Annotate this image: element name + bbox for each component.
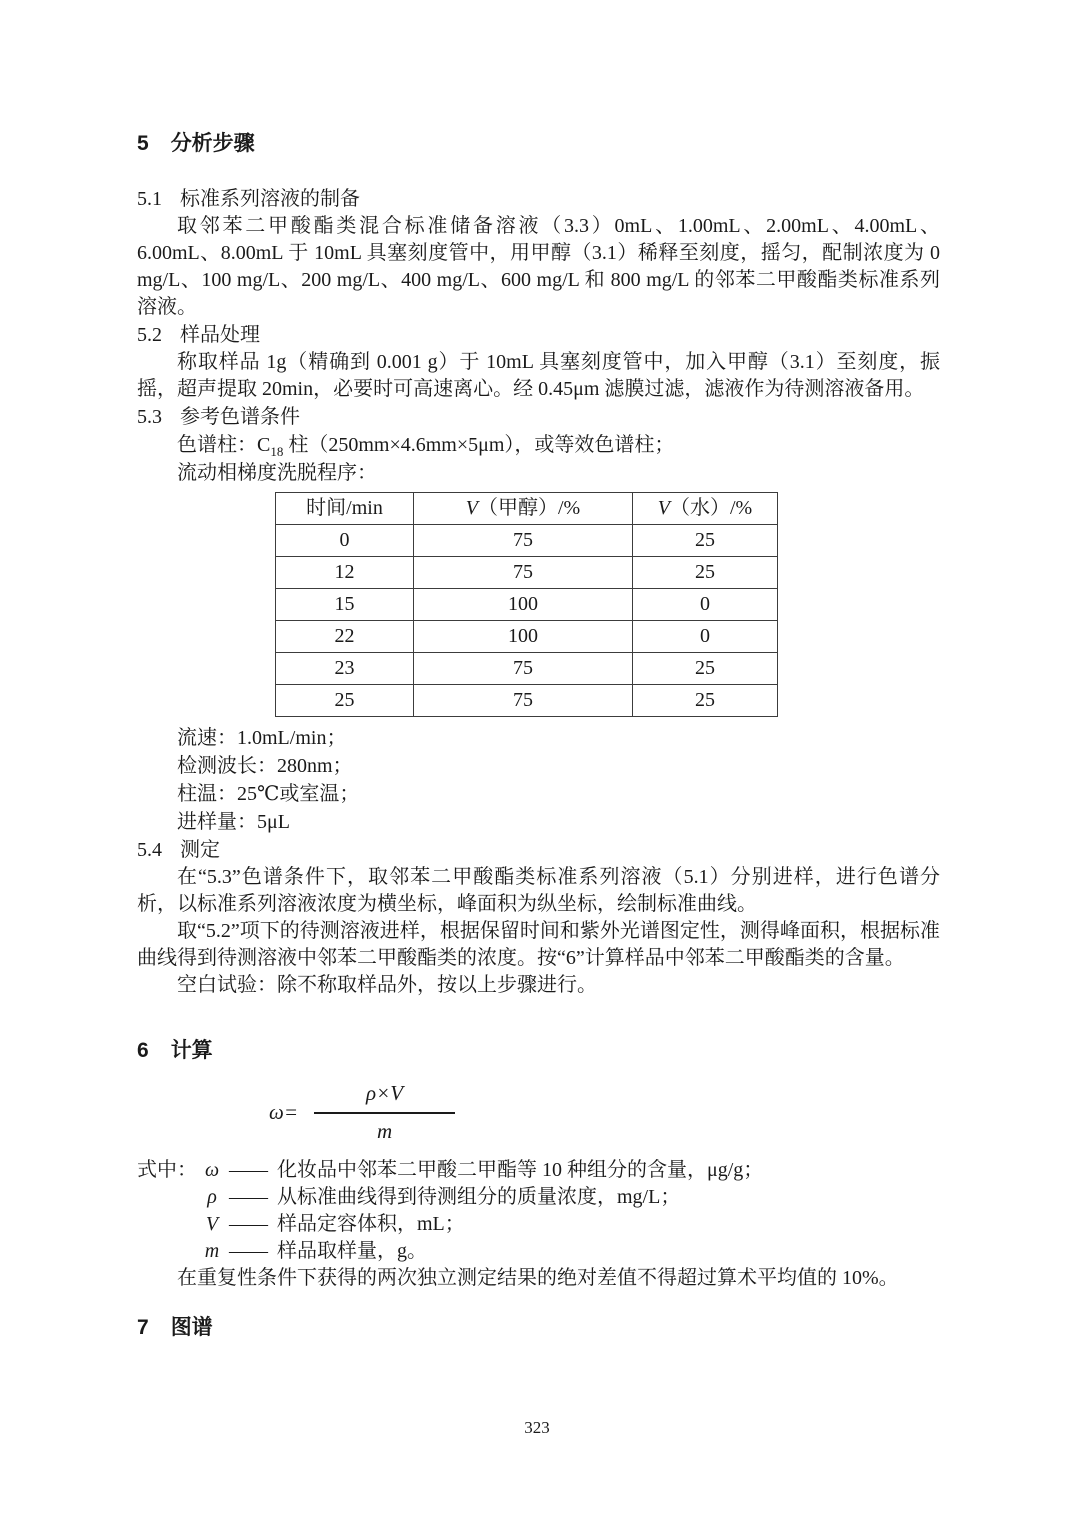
symbol: V [205, 1213, 219, 1235]
formula-numerator: ρ×V [314, 1080, 455, 1114]
table-row [276, 685, 778, 717]
section-number: 5 [137, 132, 149, 155]
section-6-heading [137, 1037, 940, 1064]
subsection-title: 样品处理 [180, 324, 260, 346]
table-cell: 75 [414, 557, 633, 589]
section-5-heading [137, 130, 940, 157]
section-title: 图谱 [170, 1316, 213, 1339]
subsection-5-4-heading [137, 836, 940, 864]
condition-column-temp: 柱温：25℃或室温； [177, 783, 360, 805]
where-label-spacer [137, 1211, 197, 1238]
condition-column [137, 431, 940, 459]
section-number: 7 [137, 1316, 149, 1339]
subsection-5-1-heading [137, 185, 940, 213]
calculation-formula [269, 1080, 940, 1145]
definition-dash: —— [229, 1186, 267, 1208]
column-subscript: 18 [270, 444, 284, 459]
table-cell: 15 [276, 589, 414, 621]
section-number: 6 [137, 1039, 149, 1062]
page-number: 323 [524, 1418, 550, 1437]
header-water [633, 493, 778, 525]
condition-flow-rate: 流速：1.0mL/min； [177, 727, 347, 749]
para-measurement-1: 在“5.3”色谱条件下，取邻苯二甲酸酯类标准系列溶液（5.1）分别进样，进行色谱分析，以标准系列溶液浓度为横坐标，峰面积为纵坐标，绘制标准曲线。 [137, 866, 940, 915]
symbol: ω [204, 1159, 220, 1181]
para-measurement-2: 取“5.2”项下的待测溶液进样，根据保留时间和紫外光谱图定性，测得峰面积，根据标准曲线得到待测溶液中邻苯二甲酸酯类的浓度。按“6”计算样品中邻苯二甲酸酯类的含量。 [137, 920, 940, 969]
table-header-row [276, 493, 778, 525]
table-cell: 23 [276, 653, 414, 685]
header-methanol-text: （甲醇）/% [478, 497, 581, 519]
subsection-number: 5.2 [137, 324, 162, 346]
definition-dash: —— [229, 1240, 267, 1262]
subsection-title: 测定 [180, 839, 220, 861]
condition-injection-volume: 进样量：5μL [177, 811, 290, 833]
definition-text: 化妆品中邻苯二甲酸二甲酯等 10 种组分的含量，μg/g； [277, 1159, 764, 1181]
table-cell: 100 [414, 589, 633, 621]
condition-wavelength: 检测波长：280nm； [177, 755, 353, 777]
symbol-definition-row [137, 1211, 940, 1238]
where-label: 式中： [137, 1159, 197, 1181]
subsection-title: 标准系列溶液的制备 [180, 188, 360, 210]
para-sample-preparation: 称取样品 1g（精确到 0.001 g）于 10mL 具塞刻度管中，加入甲醇（3.1）至刻度，振摇，超声提取 20min，必要时可高速离心。经 0.45μm 滤膜过滤，滤液作为待测溶液备用。 [137, 351, 940, 400]
table-row [276, 653, 778, 685]
definition-text: 从标准曲线得到待测组分的质量浓度，mg/L； [277, 1186, 681, 1208]
subsection-5-3-heading [137, 403, 940, 431]
table-cell: 75 [414, 685, 633, 717]
formula-fraction [314, 1080, 455, 1145]
table-row [276, 589, 778, 621]
symbol-definition-row [137, 1238, 940, 1265]
v-symbol: V [465, 497, 478, 519]
table-row [276, 621, 778, 653]
subsection-number: 5.4 [137, 839, 162, 861]
table-cell: 0 [276, 525, 414, 557]
symbol: m [204, 1240, 220, 1262]
header-time: 时间/min [276, 493, 414, 525]
symbol-definitions [137, 1157, 940, 1265]
where-label-spacer [137, 1184, 197, 1211]
para-blank-test: 空白试验：除不称取样品外，按以上步骤进行。 [177, 974, 597, 996]
table-cell: 25 [633, 653, 778, 685]
table-cell: 25 [633, 557, 778, 589]
gradient-elution-table [275, 492, 778, 717]
table-cell: 100 [414, 621, 633, 653]
para-standard-series: 取邻苯二甲酸酯类混合标准储备溶液（3.3）0mL、1.00mL、2.00mL、4.00mL、6.00mL、8.00mL 于 10mL 具塞刻度管中，用甲醇（3.1）稀释至刻度，摇匀，配制浓度为 0 mg/L、100 mg/L、200 mg/L、400 mg/L、600 mg/L 和 800 mg/L 的邻苯二甲酸酯类标准系列溶液。 [137, 215, 940, 318]
table-cell: 22 [276, 621, 414, 653]
definition-dash: —— [229, 1159, 267, 1181]
v-symbol: V [657, 497, 670, 519]
table-cell: 0 [633, 621, 778, 653]
header-methanol [414, 493, 633, 525]
section-7-heading [137, 1314, 940, 1341]
section-title: 分析步骤 [170, 132, 255, 155]
condition-gradient-label: 流动相梯度洗脱程序： [177, 462, 377, 484]
formula-lhs: ω= [269, 1100, 298, 1124]
table-cell: 75 [414, 525, 633, 557]
definition-text: 样品取样量，g。 [277, 1240, 427, 1262]
subsection-title: 参考色谱条件 [180, 406, 300, 428]
column-text-suffix: 柱（250mm×4.6mm×5μm），或等效色谱柱； [283, 434, 675, 456]
table-row [276, 525, 778, 557]
subsection-number: 5.3 [137, 406, 162, 428]
table-cell: 25 [276, 685, 414, 717]
section-title: 计算 [170, 1039, 213, 1062]
para-repeatability: 在重复性条件下获得的两次独立测定结果的绝对差值不得超过算术平均值的 10%。 [177, 1267, 899, 1289]
table-cell: 25 [633, 525, 778, 557]
table-cell: 75 [414, 653, 633, 685]
formula-denominator: m [376, 1119, 393, 1143]
column-text-prefix: 色谱柱：C [177, 434, 271, 456]
symbol-definition-row [137, 1157, 940, 1184]
symbol-definition-row [137, 1184, 940, 1211]
table-cell: 25 [633, 685, 778, 717]
definition-dash: —— [229, 1213, 267, 1235]
subsection-5-2-heading [137, 321, 940, 349]
symbol: ρ [207, 1186, 217, 1208]
where-label-spacer [137, 1238, 197, 1265]
subsection-number: 5.1 [137, 188, 162, 210]
table-row [276, 557, 778, 589]
header-water-text: （水）/% [670, 497, 753, 519]
definition-text: 样品定容体积，mL； [277, 1213, 465, 1235]
table-cell: 12 [276, 557, 414, 589]
table-cell: 0 [633, 589, 778, 621]
